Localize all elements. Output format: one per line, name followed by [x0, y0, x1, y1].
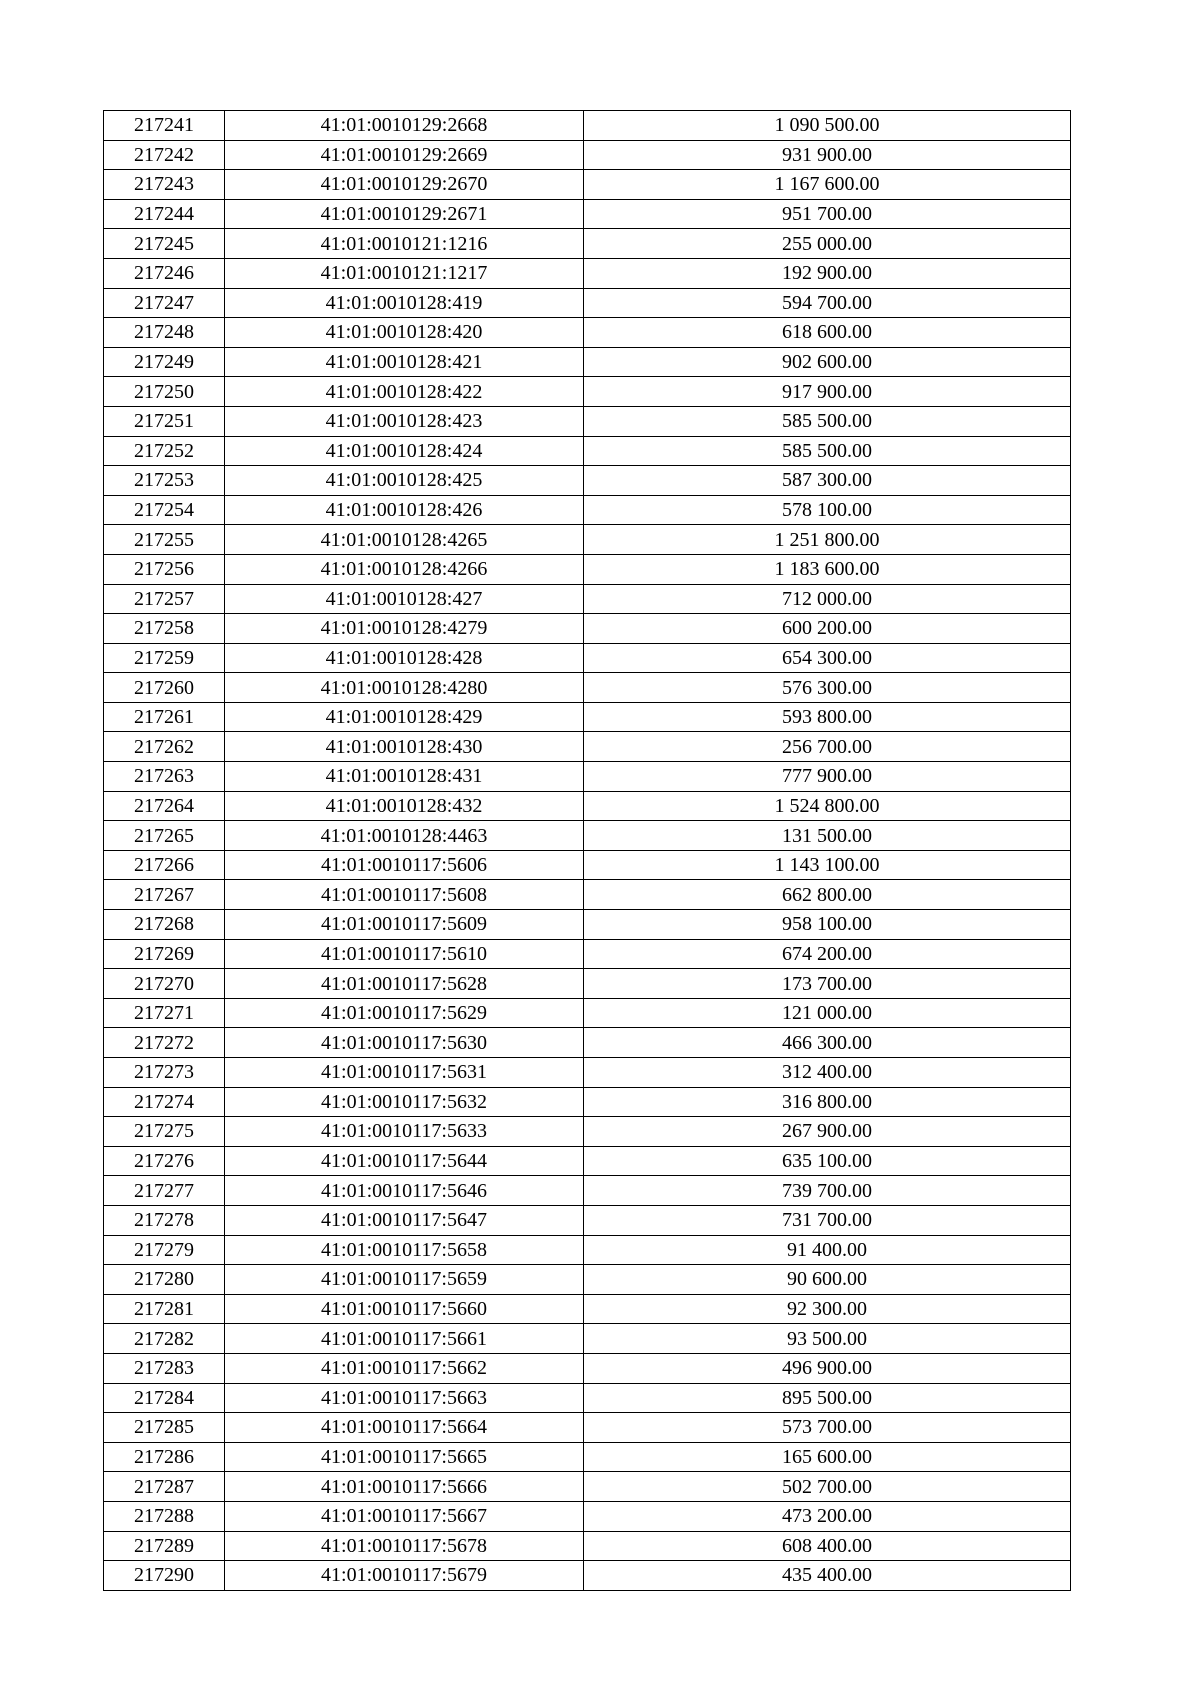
row-number-cell: 217287 — [104, 1472, 225, 1502]
cadastral-number-cell: 41:01:0010128:4279 — [225, 614, 584, 644]
cadastral-number-cell: 41:01:0010117:5661 — [225, 1324, 584, 1354]
cadastral-value-cell: 192 900.00 — [584, 258, 1071, 288]
table-row — [104, 170, 1071, 200]
row-number-cell: 217253 — [104, 466, 225, 496]
cadastral-number-cell: 41:01:0010117:5663 — [225, 1383, 584, 1413]
cadastral-value-cell: 165 600.00 — [584, 1442, 1071, 1472]
table-row — [104, 1028, 1071, 1058]
cadastral-number-cell: 41:01:0010128:422 — [225, 377, 584, 407]
table-row — [104, 554, 1071, 584]
row-number-cell: 217280 — [104, 1265, 225, 1295]
table-row — [104, 1383, 1071, 1413]
cadastral-number-cell: 41:01:0010117:5647 — [225, 1205, 584, 1235]
row-number-cell: 217242 — [104, 140, 225, 170]
table-row — [104, 406, 1071, 436]
table-row — [104, 1294, 1071, 1324]
cadastral-number-cell: 41:01:0010117:5606 — [225, 850, 584, 880]
cadastral-number-cell: 41:01:0010117:5660 — [225, 1294, 584, 1324]
cadastral-value-cell: 739 700.00 — [584, 1176, 1071, 1206]
cadastral-number-cell: 41:01:0010128:4280 — [225, 673, 584, 703]
row-number-cell: 217278 — [104, 1205, 225, 1235]
cadastral-value-cell: 654 300.00 — [584, 643, 1071, 673]
cadastral-value-cell: 496 900.00 — [584, 1353, 1071, 1383]
row-number-cell: 217290 — [104, 1561, 225, 1591]
cadastral-number-cell: 41:01:0010121:1217 — [225, 258, 584, 288]
table-row — [104, 762, 1071, 792]
cadastral-value-cell: 895 500.00 — [584, 1383, 1071, 1413]
table-row — [104, 998, 1071, 1028]
row-number-cell: 217252 — [104, 436, 225, 466]
row-number-cell: 217243 — [104, 170, 225, 200]
cadastral-number-cell: 41:01:0010117:5644 — [225, 1146, 584, 1176]
table-row — [104, 1413, 1071, 1443]
table-row — [104, 111, 1071, 141]
row-number-cell: 217265 — [104, 821, 225, 851]
row-number-cell: 217261 — [104, 702, 225, 732]
cadastral-value-cell: 1 251 800.00 — [584, 525, 1071, 555]
row-number-cell: 217250 — [104, 377, 225, 407]
cadastral-number-cell: 41:01:0010117:5608 — [225, 880, 584, 910]
cadastral-value-cell: 121 000.00 — [584, 998, 1071, 1028]
row-number-cell: 217275 — [104, 1117, 225, 1147]
cadastral-value-cell: 91 400.00 — [584, 1235, 1071, 1265]
table-row — [104, 525, 1071, 555]
row-number-cell: 217284 — [104, 1383, 225, 1413]
row-number-cell: 217247 — [104, 288, 225, 318]
cadastral-number-cell: 41:01:0010117:5679 — [225, 1561, 584, 1591]
cadastral-value-cell: 600 200.00 — [584, 614, 1071, 644]
cadastral-value-cell: 435 400.00 — [584, 1561, 1071, 1591]
cadastral-value-cell: 1 524 800.00 — [584, 791, 1071, 821]
row-number-cell: 217279 — [104, 1235, 225, 1265]
cadastral-number-cell: 41:01:0010117:5629 — [225, 998, 584, 1028]
cadastral-value-cell: 573 700.00 — [584, 1413, 1071, 1443]
cadastral-number-cell: 41:01:0010128:424 — [225, 436, 584, 466]
table-row — [104, 673, 1071, 703]
cadastral-number-cell: 41:01:0010129:2671 — [225, 199, 584, 229]
cadastral-value-cell: 576 300.00 — [584, 673, 1071, 703]
row-number-cell: 217256 — [104, 554, 225, 584]
cadastral-value-cell: 674 200.00 — [584, 939, 1071, 969]
table-row — [104, 850, 1071, 880]
cadastral-number-cell: 41:01:0010117:5631 — [225, 1058, 584, 1088]
table-row — [104, 288, 1071, 318]
table-row — [104, 1561, 1071, 1591]
cadastral-number-cell: 41:01:0010117:5667 — [225, 1501, 584, 1531]
table-row — [104, 1472, 1071, 1502]
table-row — [104, 702, 1071, 732]
row-number-cell: 217289 — [104, 1531, 225, 1561]
table-row — [104, 821, 1071, 851]
cadastral-value-cell: 255 000.00 — [584, 229, 1071, 259]
row-number-cell: 217270 — [104, 969, 225, 999]
row-number-cell: 217246 — [104, 258, 225, 288]
cadastral-number-cell: 41:01:0010128:432 — [225, 791, 584, 821]
cadastral-value-cell: 635 100.00 — [584, 1146, 1071, 1176]
table-row — [104, 1531, 1071, 1561]
table-row — [104, 1265, 1071, 1295]
table-row — [104, 466, 1071, 496]
cadastral-value-cell: 312 400.00 — [584, 1058, 1071, 1088]
cadastral-number-cell: 41:01:0010128:419 — [225, 288, 584, 318]
table-row — [104, 318, 1071, 348]
cadastral-value-cell: 473 200.00 — [584, 1501, 1071, 1531]
cadastral-value-cell: 90 600.00 — [584, 1265, 1071, 1295]
row-number-cell: 217255 — [104, 525, 225, 555]
cadastral-value-cell: 1 183 600.00 — [584, 554, 1071, 584]
cadastral-value-cell: 1 143 100.00 — [584, 850, 1071, 880]
row-number-cell: 217254 — [104, 495, 225, 525]
table-row — [104, 614, 1071, 644]
cadastral-number-cell: 41:01:0010117:5628 — [225, 969, 584, 999]
row-number-cell: 217257 — [104, 584, 225, 614]
cadastral-number-cell: 41:01:0010128:4463 — [225, 821, 584, 851]
cadastral-number-cell: 41:01:0010128:427 — [225, 584, 584, 614]
cadastral-value-cell: 958 100.00 — [584, 910, 1071, 940]
row-number-cell: 217268 — [104, 910, 225, 940]
table-row — [104, 1205, 1071, 1235]
row-number-cell: 217241 — [104, 111, 225, 141]
cadastral-value-cell: 93 500.00 — [584, 1324, 1071, 1354]
row-number-cell: 217274 — [104, 1087, 225, 1117]
row-number-cell: 217272 — [104, 1028, 225, 1058]
table-row — [104, 1087, 1071, 1117]
cadastral-value-cell: 267 900.00 — [584, 1117, 1071, 1147]
cadastral-value-cell: 712 000.00 — [584, 584, 1071, 614]
cadastral-value-cell: 618 600.00 — [584, 318, 1071, 348]
table-row — [104, 258, 1071, 288]
table-row — [104, 910, 1071, 940]
table-row — [104, 347, 1071, 377]
cadastral-number-cell: 41:01:0010128:425 — [225, 466, 584, 496]
cadastral-number-cell: 41:01:0010117:5633 — [225, 1117, 584, 1147]
table-row — [104, 1146, 1071, 1176]
row-number-cell: 217251 — [104, 406, 225, 436]
cadastral-value-cell: 931 900.00 — [584, 140, 1071, 170]
cadastral-value-cell: 256 700.00 — [584, 732, 1071, 762]
row-number-cell: 217277 — [104, 1176, 225, 1206]
cadastral-number-cell: 41:01:0010121:1216 — [225, 229, 584, 259]
row-number-cell: 217286 — [104, 1442, 225, 1472]
cadastral-value-cell: 608 400.00 — [584, 1531, 1071, 1561]
cadastral-number-cell: 41:01:0010117:5659 — [225, 1265, 584, 1295]
row-number-cell: 217260 — [104, 673, 225, 703]
table-row — [104, 1442, 1071, 1472]
table-row — [104, 880, 1071, 910]
cadastral-value-cell: 593 800.00 — [584, 702, 1071, 732]
cadastral-number-cell: 41:01:0010128:430 — [225, 732, 584, 762]
cadastral-number-cell: 41:01:0010117:5632 — [225, 1087, 584, 1117]
cadastral-value-cell: 1 167 600.00 — [584, 170, 1071, 200]
cadastral-value-cell: 578 100.00 — [584, 495, 1071, 525]
table-row — [104, 1117, 1071, 1147]
table-row — [104, 969, 1071, 999]
row-number-cell: 217248 — [104, 318, 225, 348]
cadastral-value-cell: 777 900.00 — [584, 762, 1071, 792]
cadastral-value-cell: 1 090 500.00 — [584, 111, 1071, 141]
cadastral-number-cell: 41:01:0010117:5610 — [225, 939, 584, 969]
cadastral-value-cell: 587 300.00 — [584, 466, 1071, 496]
table-row — [104, 1235, 1071, 1265]
table-row — [104, 584, 1071, 614]
cadastral-number-cell: 41:01:0010128:428 — [225, 643, 584, 673]
cadastral-number-cell: 41:01:0010117:5646 — [225, 1176, 584, 1206]
cadastral-value-cell: 131 500.00 — [584, 821, 1071, 851]
cadastral-number-cell: 41:01:0010128:421 — [225, 347, 584, 377]
row-number-cell: 217282 — [104, 1324, 225, 1354]
cadastral-number-cell: 41:01:0010117:5658 — [225, 1235, 584, 1265]
cadastral-value-cell: 917 900.00 — [584, 377, 1071, 407]
table-row — [104, 229, 1071, 259]
row-number-cell: 217285 — [104, 1413, 225, 1443]
row-number-cell: 217264 — [104, 791, 225, 821]
cadastral-number-cell: 41:01:0010117:5666 — [225, 1472, 584, 1502]
row-number-cell: 217262 — [104, 732, 225, 762]
cadastral-value-table — [103, 110, 1071, 1591]
row-number-cell: 217266 — [104, 850, 225, 880]
cadastral-value-cell: 585 500.00 — [584, 436, 1071, 466]
table-row — [104, 643, 1071, 673]
cadastral-number-cell: 41:01:0010128:426 — [225, 495, 584, 525]
table-row — [104, 1058, 1071, 1088]
row-number-cell: 217269 — [104, 939, 225, 969]
table-row — [104, 1176, 1071, 1206]
cadastral-number-cell: 41:01:0010128:423 — [225, 406, 584, 436]
cadastral-number-cell: 41:01:0010129:2670 — [225, 170, 584, 200]
cadastral-number-cell: 41:01:0010117:5609 — [225, 910, 584, 940]
row-number-cell: 217276 — [104, 1146, 225, 1176]
table-row — [104, 732, 1071, 762]
cadastral-value-cell: 585 500.00 — [584, 406, 1071, 436]
table-row — [104, 1353, 1071, 1383]
table-row — [104, 436, 1071, 466]
row-number-cell: 217273 — [104, 1058, 225, 1088]
row-number-cell: 217249 — [104, 347, 225, 377]
row-number-cell: 217258 — [104, 614, 225, 644]
row-number-cell: 217244 — [104, 199, 225, 229]
cadastral-number-cell: 41:01:0010128:4265 — [225, 525, 584, 555]
cadastral-number-cell: 41:01:0010117:5665 — [225, 1442, 584, 1472]
cadastral-number-cell: 41:01:0010128:4266 — [225, 554, 584, 584]
table-row — [104, 1501, 1071, 1531]
cadastral-number-cell: 41:01:0010129:2669 — [225, 140, 584, 170]
row-number-cell: 217271 — [104, 998, 225, 1028]
row-number-cell: 217245 — [104, 229, 225, 259]
row-number-cell: 217288 — [104, 1501, 225, 1531]
table-row — [104, 1324, 1071, 1354]
cadastral-number-cell: 41:01:0010117:5664 — [225, 1413, 584, 1443]
cadastral-value-cell: 951 700.00 — [584, 199, 1071, 229]
cadastral-value-cell: 316 800.00 — [584, 1087, 1071, 1117]
cadastral-value-cell: 731 700.00 — [584, 1205, 1071, 1235]
cadastral-number-cell: 41:01:0010117:5678 — [225, 1531, 584, 1561]
cadastral-number-cell: 41:01:0010117:5662 — [225, 1353, 584, 1383]
row-number-cell: 217263 — [104, 762, 225, 792]
row-number-cell: 217267 — [104, 880, 225, 910]
cadastral-value-cell: 466 300.00 — [584, 1028, 1071, 1058]
row-number-cell: 217281 — [104, 1294, 225, 1324]
cadastral-value-cell: 502 700.00 — [584, 1472, 1071, 1502]
table-row — [104, 495, 1071, 525]
cadastral-number-cell: 41:01:0010128:431 — [225, 762, 584, 792]
cadastral-value-cell: 594 700.00 — [584, 288, 1071, 318]
table-body — [104, 111, 1071, 1591]
table-row — [104, 791, 1071, 821]
table-row — [104, 199, 1071, 229]
cadastral-number-cell: 41:01:0010128:429 — [225, 702, 584, 732]
cadastral-number-cell: 41:01:0010117:5630 — [225, 1028, 584, 1058]
cadastral-value-cell: 902 600.00 — [584, 347, 1071, 377]
row-number-cell: 217283 — [104, 1353, 225, 1383]
cadastral-number-cell: 41:01:0010128:420 — [225, 318, 584, 348]
cadastral-number-cell: 41:01:0010129:2668 — [225, 111, 584, 141]
table-row — [104, 939, 1071, 969]
table-row — [104, 377, 1071, 407]
cadastral-value-cell: 92 300.00 — [584, 1294, 1071, 1324]
cadastral-value-cell: 173 700.00 — [584, 969, 1071, 999]
row-number-cell: 217259 — [104, 643, 225, 673]
cadastral-value-cell: 662 800.00 — [584, 880, 1071, 910]
table-row — [104, 140, 1071, 170]
